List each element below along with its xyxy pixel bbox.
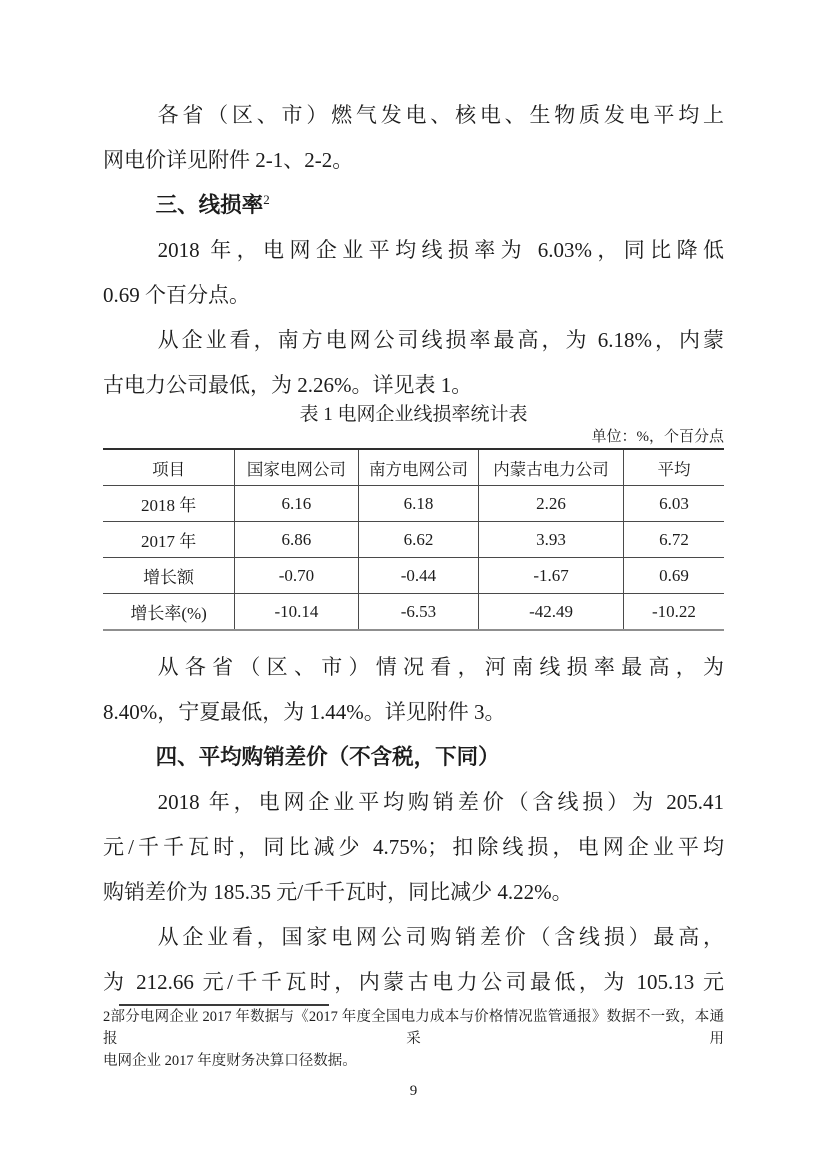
row-label: 2018 年	[103, 486, 235, 522]
section-heading-price-margin	[103, 735, 724, 780]
table-cell: 6.86	[235, 522, 359, 558]
table-row	[103, 522, 724, 558]
footnote-text-line: 2部分电网企业 2017 年数据与《2017 年度全国电力成本与价格情况监管通报》数据不一致，本通报采用	[103, 1009, 724, 1047]
page-number: 9	[409, 1083, 418, 1099]
text-line: 各省（区、市）燃气发电、核电、生物质发电平均上	[157, 103, 724, 127]
text-line: 2018 年，电网企业平均线损率为 6.03%，同比降低	[157, 238, 724, 262]
table-cell: -10.14	[235, 594, 359, 631]
table-cell: 6.72	[623, 522, 724, 558]
table-header-cell: 国家电网公司	[235, 449, 359, 486]
text-line: 古电力公司最低，为 2.26%。详见表 1。	[103, 373, 473, 397]
table-header-row	[103, 449, 724, 486]
table-cell: -0.44	[358, 558, 478, 594]
table-cell: -0.70	[235, 558, 359, 594]
table-header-cell: 项目	[152, 459, 186, 479]
text-line: 从各省（区、市）情况看，河南线损率最高，为	[157, 655, 724, 679]
table-cell: -10.22	[623, 594, 724, 631]
heading-text: 三、线损率	[155, 193, 264, 217]
table-cell: -6.53	[358, 594, 478, 631]
paragraph-intro-attachments	[103, 93, 724, 183]
table-cell: 0.69	[623, 558, 724, 594]
table-title: 表 1 电网企业线损率统计表	[299, 404, 528, 425]
table-row	[103, 486, 724, 522]
text-line: 8.40%，宁夏最低，为 1.44%。详见附件 3。	[103, 700, 506, 724]
text-line: 网电价详见附件 2-1、2-2。	[103, 148, 354, 172]
text-line: 购销差价为 185.35 元/千千瓦时，同比减少 4.22%。	[103, 880, 573, 904]
table-row	[103, 558, 724, 594]
paragraph-province-comparison	[103, 645, 724, 735]
footnote-reference-mark: 2	[263, 191, 270, 207]
text-line: 0.69 个百分点。	[103, 283, 250, 307]
table-cell: 6.03	[623, 486, 724, 522]
table-cell: 2.26	[479, 486, 624, 522]
text-line: 从企业看，国家电网公司购销差价（含线损）最高，	[157, 925, 724, 949]
table-cell: 6.16	[235, 486, 359, 522]
paragraph-average-margin	[103, 780, 724, 915]
text-line: 从企业看，南方电网公司线损率最高，为 6.18%，内蒙	[157, 328, 724, 352]
table-cell: -42.49	[479, 594, 624, 631]
text-line: 2018 年，电网企业平均购销差价（含线损）为 205.41	[157, 790, 724, 814]
section-heading-line-loss	[103, 183, 724, 228]
table-header-cell: 平均	[623, 449, 724, 486]
row-label: 增长率(%)	[103, 594, 235, 631]
table-cell: 6.18	[358, 486, 478, 522]
table-cell: -1.67	[479, 558, 624, 594]
paragraph-company-comparison	[103, 318, 724, 408]
line-loss-statistics-table	[103, 448, 724, 631]
table-cell: 3.93	[479, 522, 624, 558]
table-unit-note: 单位：%，个百分点	[591, 429, 724, 445]
paragraph-company-margin	[103, 915, 724, 1005]
footnote-text-line: 电网企业 2017 年度财务决算口径数据。	[103, 1053, 357, 1069]
text-line: 元/千千瓦时，同比减少 4.75%；扣除线损，电网企业平均	[103, 835, 724, 859]
paragraph-average-line-loss	[103, 228, 724, 318]
table-cell: 6.62	[358, 522, 478, 558]
heading-text: 四、平均购销差价（不含税，下同）	[155, 745, 500, 769]
row-label: 2017 年	[103, 522, 235, 558]
row-label: 增长额	[103, 558, 235, 594]
text-line: 为 212.66 元/千千瓦时，内蒙古电力公司最低，为 105.13 元	[103, 970, 724, 994]
table-row	[103, 594, 724, 631]
table-header-cell: 内蒙古电力公司	[479, 449, 624, 486]
footnote	[103, 1004, 724, 1072]
table-header-cell: 南方电网公司	[358, 449, 478, 486]
